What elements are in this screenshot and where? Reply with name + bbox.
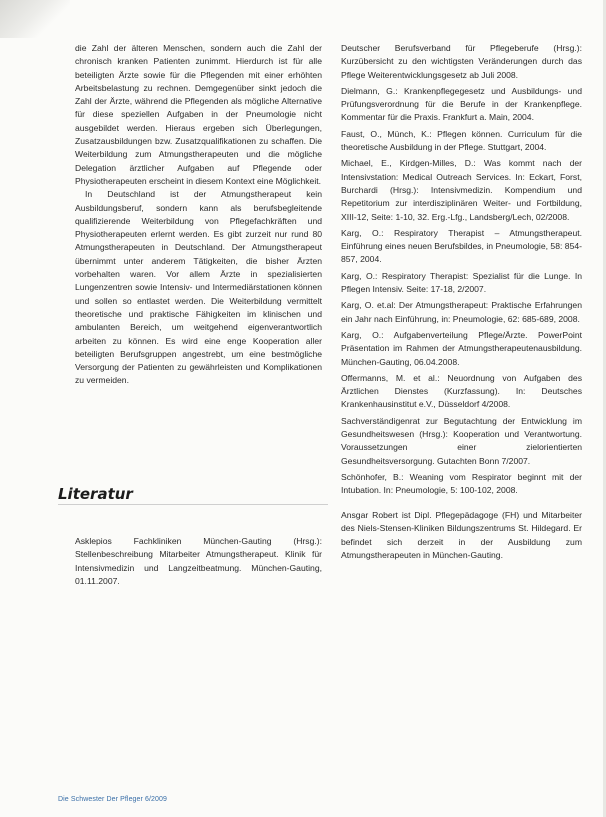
page-footer: Die Schwester Der Pfleger 6/2009	[58, 796, 168, 803]
author-bio: Ansgar Robert ist Dipl. Pflegepädagoge (FH) und Mitarbeiter des Niels-Stensen-Kliniken Bildungszentrums St. Hildegard. Er befindet sich derzeit in der Ausbildung zum Atmungstherapeuten in München-Gauting.	[341, 510, 582, 560]
reference-list-right	[341, 42, 582, 501]
reference-entry: Offermanns, M. et al.: Neuordnung von Aufgaben des Ärztlichen Dienstes (Kurzfassung). In: Deutsches Krankenhausinstitut e.V., Düsseldorf 4/2008.	[341, 372, 582, 410]
reference-entry: Karg, O. et.al: Der Atmungstherapeut: Praktische Erfahrungen ein Jahr nach Einführung, in: Pneumologie, 62: 685-689, 2008.	[341, 300, 582, 324]
literature-heading-rule	[58, 484, 328, 505]
body-paragraph: In Deutschland ist der Atmungstherapeut kein Ausbildungsberuf, sondern kann als berufsbegleitende qualifizierende Weiterbildung von Pflegefachkräften und Physiotherapeuten erlernt werden. Es gibt zurzeit nur rund 80 Atmungstherapeuten in Deutschland. Der Atmungstherapeut übernimmt unter anderem Tätigkeiten, die bisher Ärzten vorbehalten waren. Vor allem Ärzte in spezialisierten Lungenzentren sowie Intensiv- und Intermediärstationen können und sollen so entlastet werden. Die Weiterbildung vermittelt theoretische und praktische Fähigkeiten im klinischen und ambulanten Bereich, um weitgehend eigenverantwortlich arbeiten zu können. Es wird eine enge Kooperation aller beteiligten Berufsgruppen angestrebt, um eine bestmögliche Versorgung der Patienten zu gewährleisten und Komplikationen zu vermeiden.	[75, 189, 322, 386]
literature-heading: Literatur	[58, 484, 139, 504]
reference-entry: Dielmann, G.: Krankenpflegegesetz und Ausbildungs- und Prüfungsverordnung für die Berufe in der Krankenpflege. Kommentar für die Praxis. Frankfurt a. Main, 2004.	[341, 85, 582, 123]
reference-entry: Deutscher Berufsverband für Pflegeberufe (Hrsg.): Kurzübersicht zu den wichtigsten Veränderungen durch das Pflege Weiterentwicklungsgesetz ab Juli 2008.	[341, 43, 582, 80]
reference-entry: Karg, O.: Respiratory Therapist: Spezialist für die Lunge. In Pflegen Intensiv. Seite: 17-18, 2/2007.	[341, 270, 582, 295]
reference-entry: Asklepios Fachkliniken München-Gauting (Hrsg.): Stellenbeschreibung Mitarbeiter Atmungstherapeut. Klinik für Intensivmedizin und Langzeitbeatmung. München-Gauting, 01.11.2007.	[75, 536, 322, 586]
reference-entry: Sachverständigenrat zur Begutachtung der Entwicklung im Gesundheitswesen (Hrsg.): Kooperation und Verantwortung. Voraussetzungen einer zielorientierten Gesundheitsversorgung. Gutachten Bonn 7/2007.	[341, 415, 582, 466]
scan-corner-shadow	[0, 0, 70, 38]
reference-entry: Schönhofer, B.: Weaning vom Respirator beginnt mit der Intubation. In: Pneumologie, 5: 100-102, 2008.	[341, 471, 582, 496]
reference-entry: Michael, E., Kirdgen-Milles, D.: Was kommt nach der Intensivstation: Medical Outreach Services. In: Eckart, Forst, Burchardi (Hrsg.): Intensivmedizin. Kompendium und Repetitorium zur interdisziplinären Weiter- und Fortbildung, XIII-12, Seite: 1-10, 32. Erg.-Lfg., Landsberg/Lech, 02/2008.	[341, 158, 582, 222]
reference-list-left	[75, 535, 322, 588]
reference-entry: Faust, O., Münch, K.: Pflegen können. Curriculum für die theoretische Ausbildung in der Pflege. Stuttgart, 2004.	[341, 128, 582, 153]
reference-entry: Karg, O.: Aufgabenverteilung Pflege/Ärzte. PowerPoint Präsentation im Rahmen der Atmungstherapeutenausbildung. München-Gauting, 06.04.2008.	[341, 329, 582, 367]
body-paragraph: die Zahl der älteren Menschen, sondern auch die Zahl der chronisch kranken Patienten zunimmt. Hierdurch ist für alle beteiligten Ärzte sowie für die Pflegenden mit einer erhöhten Arbeitsbelastung zu rechnen. Demgegenüber sinkt jedoch die Zahl der Ärzte, während die Pflegenden als mögliche Alternative für diese speziellen Aufgaben in der Pneumologie nicht ausgebildet werden. Hieraus ergeben sich Überlegungen, Zusatzausbildungen bzw. Zusatzqualifikationen zu schaffen. Die Weiterbildung zum Atmungstherapeuten und die mögliche Delegation ärztlicher Aufgaben auf Pflegende oder Physiotherapeuten erscheint in diesem Kontext eine Möglichkeit.	[75, 43, 322, 186]
author-note	[341, 509, 582, 562]
reference-entry: Karg, O.: Respiratory Therapist – Atmungstherapeut. Einführung eines neuen Berufsbildes, in Pneumologie, 58: 854-857, 2004.	[341, 227, 582, 265]
body-column-left	[75, 42, 322, 388]
